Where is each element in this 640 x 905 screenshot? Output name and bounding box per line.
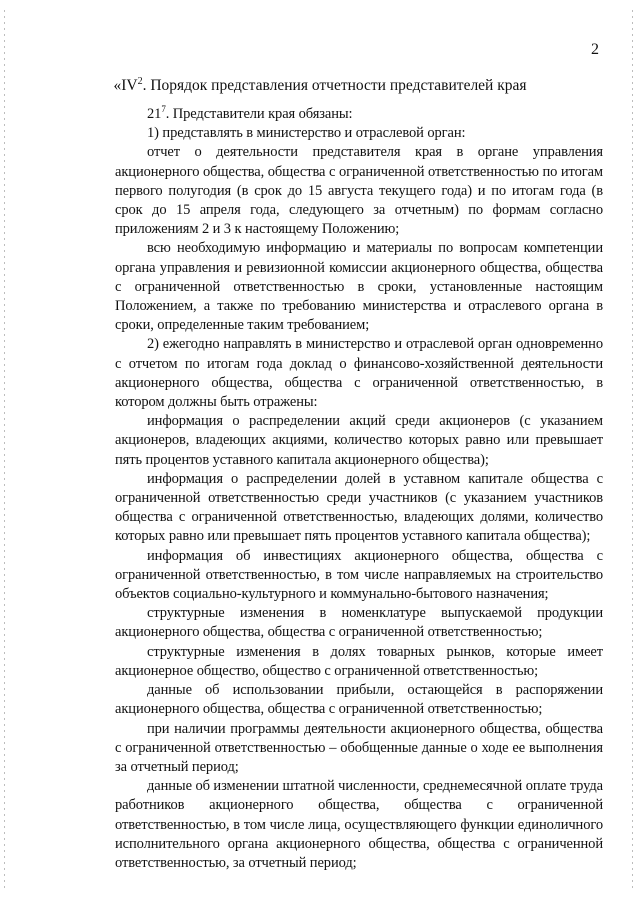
list-item-1: 1) представлять в министерство и отраслевой орган: <box>147 125 466 142</box>
left-scan-edge <box>4 10 5 890</box>
paragraph-report: отчет о деятельности представителя края в органе управления акционерного общества, общества с ограниченной ответственностью по итогам первого полугодия (в срок до 15 августа текущего года) и по итогам года (в срок до 15 апреля года, следующего за отчетным) по формам согласно приложениям 2 и 3 к настоящему Положению; <box>115 144 603 238</box>
paragraph-profit-use: данные об использовании прибыли, остающейся в распоряжении акционерного общества, общества с ограниченной ответственностью; <box>115 682 603 718</box>
section-title-text: . Порядок представления отчетности представителей края <box>142 77 527 94</box>
page-number: 2 <box>591 41 599 58</box>
section-title <box>0 76 640 96</box>
list-item-2: 2) ежегодно направлять в министерство и отраслевой орган одновременно с отчетом по итогам года доклад о финансово-хозяйственной деятельности акционерного общества, общества с ограниченной ответственностью, в котором должны быть отражены: <box>115 336 603 411</box>
right-scan-edge <box>632 10 633 890</box>
paragraph-number-superscript: 7 <box>161 104 166 114</box>
paragraph-21-heading <box>115 105 603 124</box>
paragraph-staff-changes: данные об изменении штатной численности, среднемесячной оплате труда работников акционерного общества, общества с ограниченной ответственностью, в том числе лица, осуществляющего функции единоличного исполнительного органа акционерного общества, общества с ограниченной ответственностью, за отчетный период; <box>115 778 603 871</box>
section-title-prefix: «IV <box>113 77 138 94</box>
paragraph-number: 21 <box>147 106 162 122</box>
section-title-superscript: 2 <box>137 76 143 87</box>
paragraph-product-changes: структурные изменения в номенклатуре выпускаемой продукции акционерного общества, общества с ограниченной ответственностью; <box>115 605 603 641</box>
paragraph-investments: информация об инвестициях акционерного общества, общества с ограниченной ответственностью, в том числе направляемых на строительство объектов социально-культурного и коммунально-бытового назначения; <box>115 547 603 603</box>
paragraph-market-changes: структурные изменения в долях товарных рынков, которые имеет акционерное общество, общество с ограниченной ответственностью; <box>115 643 603 679</box>
paragraph-program: при наличии программы деятельности акционерного общества, общества с ограниченной ответственностью – обобщенные данные о ходе ее выполнения за отчетный период; <box>115 720 603 775</box>
paragraph-heading-text: . Представители края обязаны: <box>165 106 353 122</box>
paragraph-shares-distribution: информация о распределении акций среди акционеров (с указанием акционеров, владеющих акциями, количество которых равно или превышает пять процентов уставного капитала акционерного общества); <box>115 413 603 468</box>
paragraph-info-materials: всю необходимую информацию и материалы по вопросам компетенции органа управления и ревизионной комиссии акционерного общества, общества с ограниченной ответственностью в сроки, установленные настоящим Положением, а также по требованию министерства и отраслевого органа в сроки, определенные таким требованием; <box>115 240 603 334</box>
paragraph-stakes-distribution: информация о распределении долей в уставном капитале общества с ограниченной ответственностью среди участников (с указанием участников общества с ограниченной ответственностью, владеющих долями, количество которых равно или превышает пять процентов уставного капитала общества); <box>115 470 603 545</box>
document-body <box>115 105 603 873</box>
